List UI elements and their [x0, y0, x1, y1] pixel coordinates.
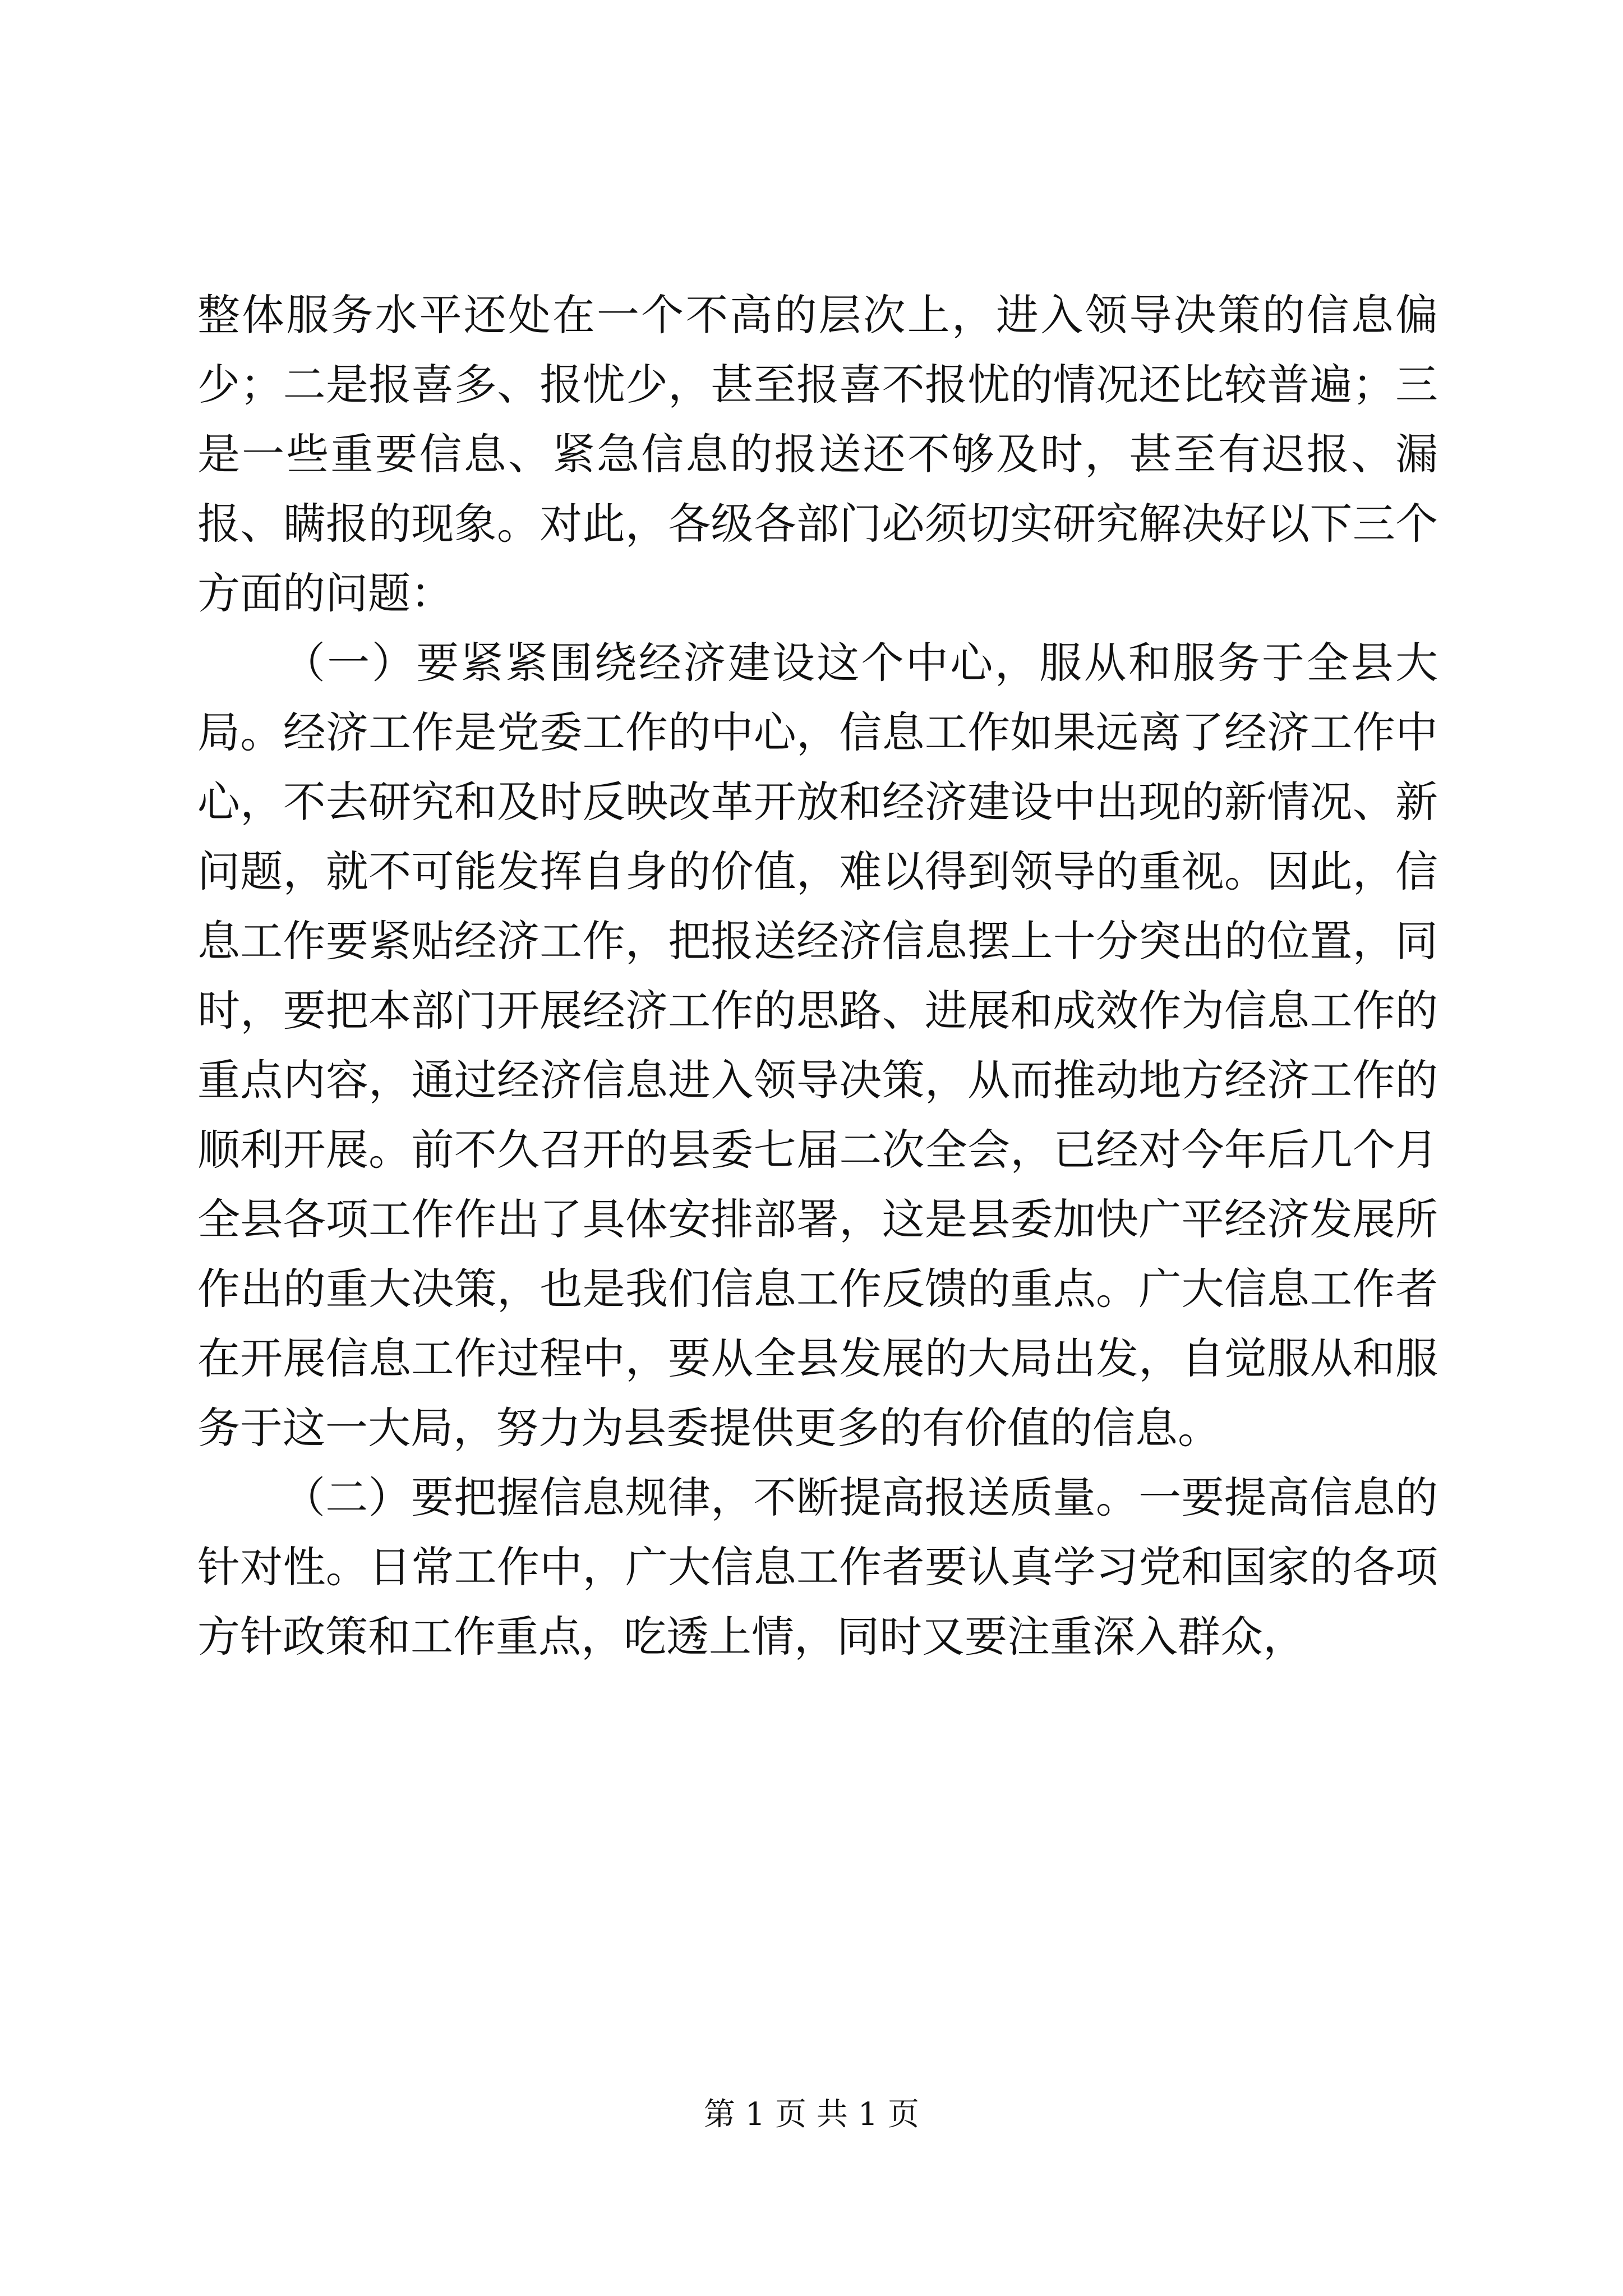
- paragraph-section-two: （二）要把握信息规律，不断提高报送质量。一要提高信息的针对性。日常工作中，广大信息工作者要认真学习党和国家的各项方针政策和工作重点，吃透上情，同时又要注重深入群众，: [197, 1473, 1438, 1662]
- paragraph-continuation: 整体服务水平还处在一个不高的层次上，进入领导决策的信息偏少；二是报喜多、报忧少，甚至报喜不报忧的情况还比较普遍；三是一些重要信息、紧急信息的报送还不够及时，甚至有迟报、漏报、瞒报的现象。对此，各级各部门必须切实研究解决好以下三个方面的问题：: [197, 290, 1438, 618]
- document-body: [197, 280, 1438, 1672]
- paragraph-section-one: （一）要紧紧围绕经济建设这个中心，服从和服务于全县大局。经济工作是党委工作的中心，信息工作如果远离了经济工作中心，不去研究和及时反映改革开放和经济建设中出现的新情况、新问题，就不可能发挥自身的价值，难以得到领导的重视。因此，信息工作要紧贴经济工作，把报送经济信息摆上十分突出的位置，同时，要把本部门开展经济工作的思路、进展和成效作为信息工作的重点内容，通过经济信息进入领导决策，从而推动地方经济工作的顺利开展。前不久召开的县委七届二次全会，已经对今年后几个月全县各项工作作出了具体安排部署，这是县委加快广平经济发展所作出的重大决策，也是我们信息工作反馈的重点。广大信息工作者在开展信息工作过程中，要从全县发展的大局出发，自觉服从和服务于这一大局，努力为县委提供更多的有价值的信息。: [197, 638, 1438, 1453]
- page-number-footer: 第 1 页 共 1 页: [703, 2096, 920, 2133]
